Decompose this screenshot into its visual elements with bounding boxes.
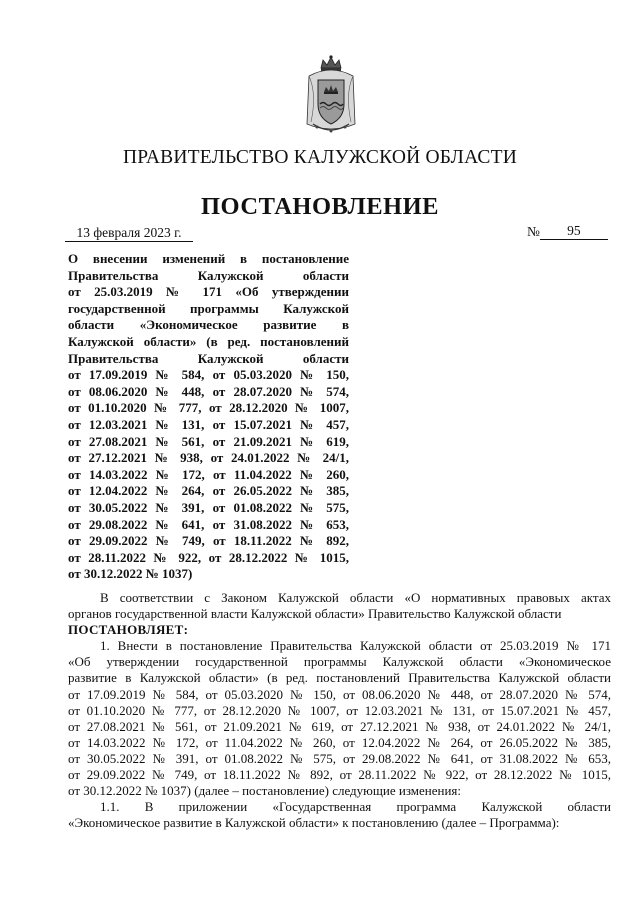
subject-line: от 14.03.2022 № 172, от 11.04.2022 № 260, (68, 466, 349, 482)
subject-line: от 27.12.2021 № 938, от 24.01.2022 № 24/1, (68, 450, 349, 466)
subject-line: от 30.05.2022 № 391, от 01.08.2022 № 575, (68, 499, 349, 515)
subject-line: от 28.11.2022 № 922, от 28.12.2022 № 1015, (68, 549, 349, 565)
item-1-1-line: «Экономическое развитие в Калужской области» к постановлению (далее – Программа): (68, 815, 560, 831)
item-1-1-line: 1.1. В приложении «Государственная программа Калужской области (100, 799, 611, 815)
item-1-line: от 30.05.2022 № 391, от 01.08.2022 № 575, от 29.08.2022 № 641, от 31.08.2022 № 653, (68, 750, 611, 766)
subject-line: Калужской области» (в ред. постановлений (68, 333, 349, 349)
document-body (68, 590, 611, 831)
item-1-line: от 29.09.2022 № 749, от 18.11.2022 № 892, от 28.11.2022 № 922, от 28.12.2022 № 1015, (68, 767, 611, 783)
subject-line: от 12.03.2021 № 131, от 15.07.2021 № 457, (68, 416, 349, 432)
document-subject (68, 251, 349, 583)
number-sign: № (527, 224, 540, 239)
item-1-line: от 27.08.2021 № 561, от 21.09.2021 № 619, от 27.12.2021 № 938, от 24.01.2022 № 24/1, (68, 718, 611, 734)
item-1-line: 1. Внести в постановление Правительства Калужской области от 25.03.2019 № 171 (100, 638, 611, 654)
subject-line: от 27.08.2021 № 561, от 21.09.2021 № 619, (68, 433, 349, 449)
subject-line: О внесении изменений в постановление (68, 251, 349, 266)
subject-line: от 30.12.2022 № 1037) (68, 566, 193, 582)
subject-line: от 12.04.2022 № 264, от 26.05.2022 № 385, (68, 483, 349, 499)
document-date: 13 февраля 2023 г. (65, 224, 193, 242)
document-number: 95 (540, 222, 608, 240)
preamble-line: В соответствии с Законом Калужской области «О нормативных правовых актах (100, 590, 611, 605)
document-type-heading: ПОСТАНОВЛЕНИЕ (201, 193, 439, 220)
subject-line: Правительства Калужской области (68, 267, 349, 283)
subject-line: Правительства Калужской области (68, 350, 349, 366)
subject-line: от 08.06.2020 № 448, от 28.07.2020 № 574, (68, 383, 349, 399)
preamble-line: органов государственной власти Калужской области» Правительство Калужской области (68, 606, 562, 622)
subject-line: области «Экономическое развитие в (68, 317, 349, 333)
subject-line: от 01.10.2020 № 777, от 28.12.2020 № 1007, (68, 400, 349, 416)
document-number-block (527, 222, 608, 240)
subject-line: государственной программы Калужской (68, 300, 349, 316)
subject-line: от 29.09.2022 № 749, от 18.11.2022 № 892, (68, 533, 349, 549)
subject-line: от 17.09.2019 № 584, от 05.03.2020 № 150, (68, 367, 349, 383)
item-1-line: от 30.12.2022 № 1037) (далее – постановление) следующие изменения: (68, 783, 462, 799)
item-1-line: «Об утверждении государственной программы Калужской области «Экономическое (68, 654, 611, 670)
item-1-line: от 01.10.2020 № 777, от 28.12.2020 № 1007, от 12.03.2021 № 131, от 15.07.2021 № 457, (68, 702, 611, 718)
resolves-heading: ПОСТАНОВЛЯЕТ: (68, 622, 189, 638)
subject-line: от 25.03.2019 № 171 «Об утверждении (68, 284, 349, 300)
subject-line: от 29.08.2022 № 641, от 31.08.2022 № 653, (68, 516, 349, 532)
item-1-line: от 14.03.2022 № 172, от 11.04.2022 № 260, от 12.04.2022 № 264, от 26.05.2022 № 385, (68, 734, 611, 750)
government-title: ПРАВИТЕЛЬСТВО КАЛУЖСКОЙ ОБЛАСТИ (123, 147, 517, 168)
coat-of-arms-emblem (303, 54, 359, 136)
item-1-line: от 17.09.2019 № 584, от 05.03.2020 № 150, от 08.06.2020 № 448, от 28.07.2020 № 574, (68, 686, 611, 702)
item-1-line: развитие в Калужской области» (в ред. постановлений Правительства Калужской области (68, 670, 611, 686)
